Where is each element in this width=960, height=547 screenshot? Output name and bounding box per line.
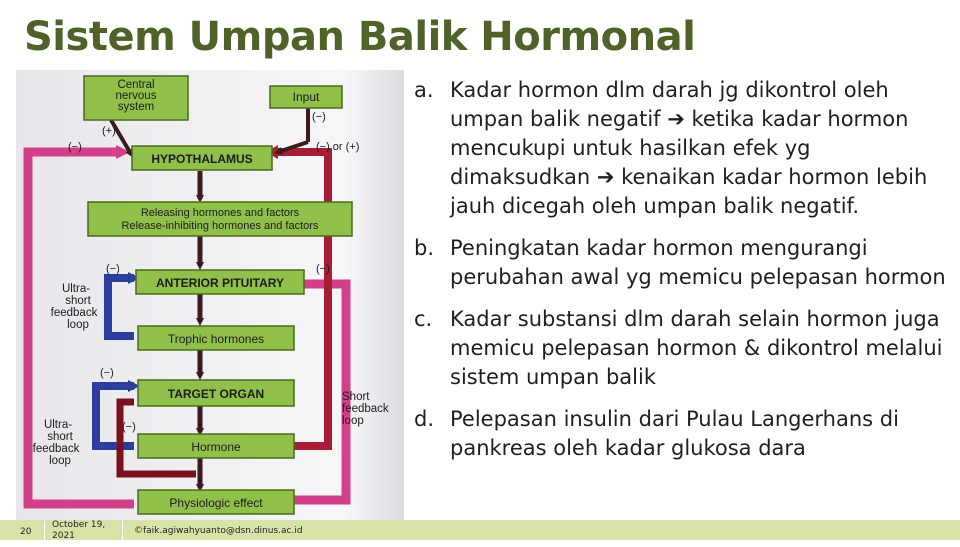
list-marker: b. bbox=[414, 236, 435, 260]
list-marker: c. bbox=[414, 307, 433, 331]
list-item-text: Peningkatan kadar hormon mengurangi perubahan awal yg memicu pelepasan hormon bbox=[450, 236, 946, 289]
sign-minus-pituitary-right: (−) bbox=[316, 263, 330, 275]
sign-minus-or-plus: (−) or (+) bbox=[316, 141, 360, 153]
footer-divider bbox=[44, 521, 45, 540]
input-label: Input bbox=[292, 90, 320, 104]
ultra-short-feedback-loop-label-bottom: Ultra-short feedback loop bbox=[32, 419, 80, 467]
sign-minus-pituitary-left: (−) bbox=[106, 263, 120, 275]
short-feedback-loop-label: Short feedback loop bbox=[342, 391, 389, 427]
list-item bbox=[414, 305, 948, 392]
footer-email: ©faik.agiwahyuanto@dsn.dinus.ac.id bbox=[134, 526, 303, 536]
anterior-pituitary-label: ANTERIOR PITUITARY bbox=[156, 276, 284, 290]
ultra-short-feedback-loop-label-top: Ultra-short feedback loop bbox=[50, 283, 98, 331]
page-number: 20 bbox=[20, 527, 32, 537]
list-item bbox=[414, 234, 948, 292]
hypothalamus-label: HYPOTHALAMUS bbox=[151, 152, 253, 166]
physiologic-effect-label: Physiologic effect bbox=[169, 496, 263, 510]
hormonal-feedback-diagram bbox=[16, 70, 404, 520]
list-marker: d. bbox=[414, 407, 435, 431]
slide-title: Sistem Umpan Balik Hormonal bbox=[24, 14, 696, 60]
releasing-hormones-label: Releasing hormones and factors Release-inhibiting hormones and factors bbox=[121, 207, 319, 232]
cns-label: Central nervous system bbox=[115, 79, 157, 113]
trophic-hormones-label: Trophic hormones bbox=[167, 332, 265, 346]
sign-minus-input: (−) bbox=[312, 111, 326, 123]
list-item-text: Kadar hormon dlm darah jg dikontrol oleh umpan balik negatif ➔ ketika kadar hormon mencukupi untuk hasilkan efek yg dimaksudkan ➔ kenaikan kadar hormon lebih jauh dicegah oleh umpan balik negatif. bbox=[450, 78, 928, 218]
list-item-text: Pelepasan insulin dari Pulau Langerhans di pankreas oleh kadar glukosa dara bbox=[450, 407, 899, 460]
target-organ-label: TARGET ORGAN bbox=[167, 387, 265, 401]
sign-minus-cns: (−) bbox=[68, 141, 82, 153]
list-item-text: Kadar substansi dlm darah selain hormon juga memicu pelepasan hormon & dikontrol melalui sistem umpan balik bbox=[450, 307, 943, 389]
footer-divider bbox=[122, 521, 123, 540]
sign-minus-target-inner: (−) bbox=[122, 421, 136, 433]
list-item bbox=[414, 405, 948, 463]
list-marker: a. bbox=[414, 78, 434, 102]
footer-date: October 19, 2021 bbox=[52, 520, 106, 540]
hormone-label: Hormone bbox=[191, 440, 241, 454]
sign-minus-target-left: (−) bbox=[100, 367, 114, 379]
list-item bbox=[414, 76, 948, 221]
explanation-list bbox=[414, 76, 948, 476]
sign-plus-cns: (+) bbox=[102, 125, 116, 137]
